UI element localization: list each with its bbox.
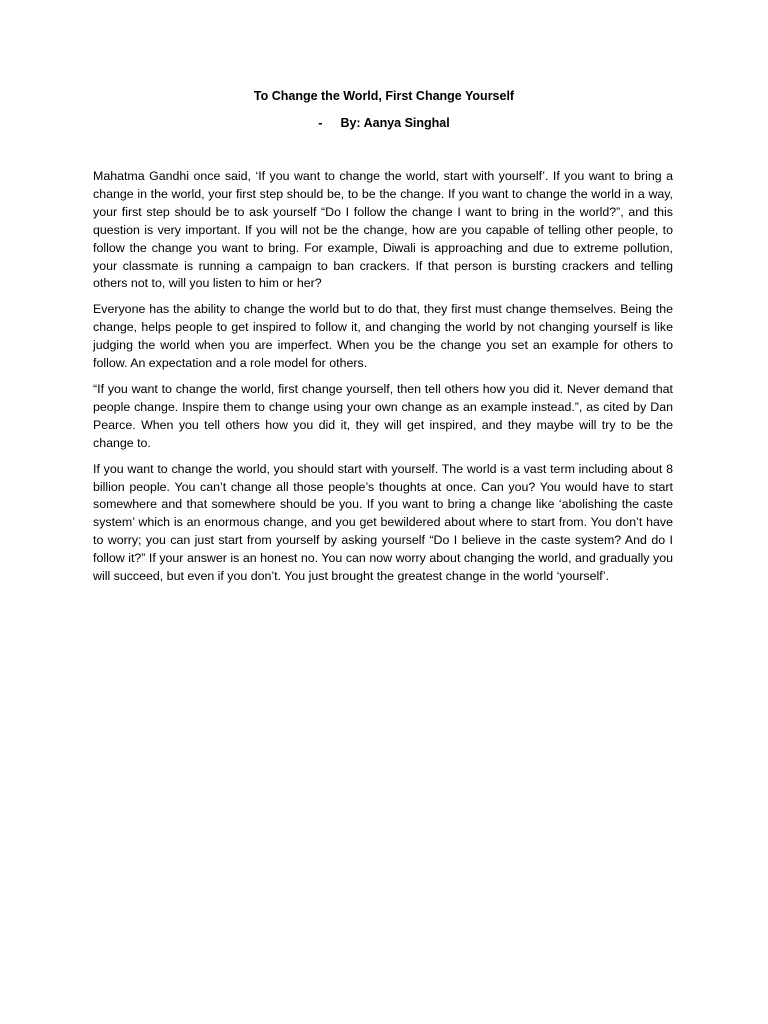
- paragraph-4: If you want to change the world, you should start with yourself. The world is a vast term including about 8 billion people. You can’t change all those people’s thoughts at once. Can you? You would have to start somewhere and that somewhere should be you. If you want to bring a change like ‘abolishing the caste system’ which is an enormous change, and you get bewildered about where to start from. You don’t have to worry; you can just start from yourself by asking yourself “Do I believe in the caste system? And do I follow it?” If your answer is an honest no. You can now worry about changing the world, and gradually you will succeed, but even if you don’t. You just brought the greatest change in the world ‘yourself’.: [93, 461, 673, 584]
- paragraph-3: “If you want to change the world, first change yourself, then tell others how you did it. Never demand that people change. Inspire them to change using your own change as an example instead.”, as cited by Dan Pearce. When you tell others how you did it, they will get inspired, and they maybe will try to be the change to.: [93, 381, 673, 450]
- document-body: [93, 168, 673, 594]
- byline-dash: -: [318, 116, 323, 130]
- byline-author: By: Aanya Singhal: [340, 116, 450, 130]
- paragraph-1: Mahatma Gandhi once said, ‘If you want to change the world, start with yourself’. If you want to bring a change in the world, your first step should be, to be the change. If you want to change the world in a way, your first step should be to ask yourself “Do I follow the change I want to bring in the world?”, and this question is very important. If you will not be the change, how are you capable of telling other people, to follow the change you want to bring. For example, Diwali is approaching and due to extreme pollution, your classmate is running a campaign to ban crackers. If that person is bursting crackers and telling others not to, will you listen to him or her?: [93, 169, 673, 291]
- paragraph-2: Everyone has the ability to change the world but to do that, they first must change themselves. Being the change, helps people to get inspired to follow it, and changing the world by not changing yourself is like judging the world when you are imperfect. When you be the change you set an example for others to follow. An expectation and a role model for others.: [93, 302, 673, 371]
- document-byline: [0, 115, 768, 131]
- document-title: To Change the World, First Change Yourself: [253, 89, 515, 103]
